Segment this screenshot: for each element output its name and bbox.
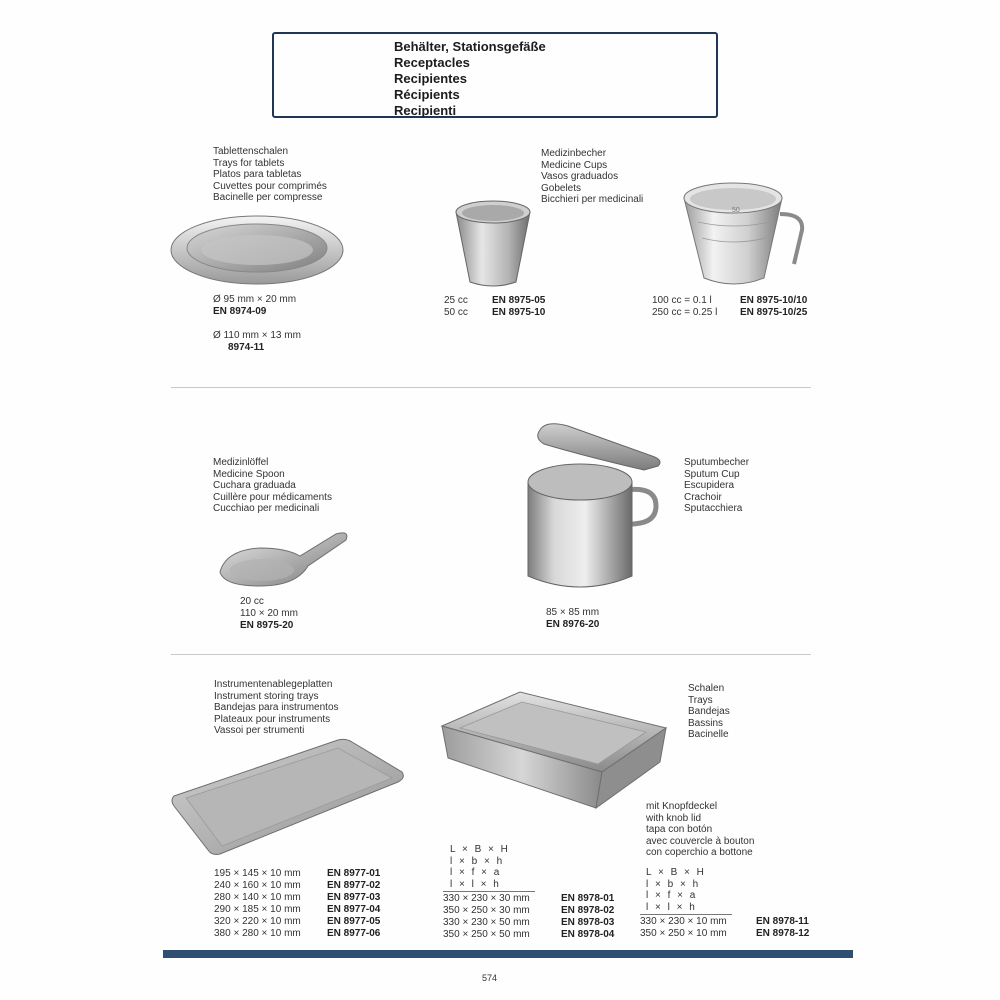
label-it: con coperchio a bottone [646, 847, 753, 859]
code-cell: EN 8978-02 [561, 905, 615, 916]
label-de: Sputumbecher [684, 457, 750, 468]
graduated-cup-size-100: 100 cc = 0.1 l [652, 295, 712, 306]
table-row [443, 905, 614, 917]
medicine-cup-image [452, 198, 534, 290]
catalog-header-box [272, 32, 718, 118]
medicine-spoon-labels [213, 457, 332, 515]
trays-header-rule [443, 891, 535, 892]
size-cell: 330 × 230 × 50 mm [443, 917, 530, 928]
instrument-tray-image [170, 736, 408, 858]
table-row [443, 929, 614, 941]
code-cell: EN 8978-04 [561, 929, 615, 940]
graduated-cup-size-250: 250 cc = 0.25 l [652, 307, 718, 318]
header-title-de: Behälter, Stationsgefäße [394, 39, 546, 54]
lidded-trays-labels [646, 801, 754, 859]
size-cell: 380 × 280 × 10 mm [214, 928, 301, 939]
header-title-it: Recipienti [394, 103, 457, 118]
cup-size-25: 25 cc [444, 295, 468, 306]
trays-dim-header [450, 844, 510, 890]
code-cell: EN 8977-05 [327, 916, 381, 927]
lidded-trays-dim-header [646, 867, 706, 913]
header-title-es: Recipientes [394, 71, 467, 86]
section-divider-1 [171, 387, 811, 388]
sputum-cup-image [524, 420, 666, 598]
label-it: Bicchieri per medicinali [541, 194, 644, 206]
label-es: Bandejas [688, 706, 730, 718]
code-cell: EN 8978-01 [561, 893, 615, 904]
table-row [640, 916, 809, 928]
label-es: Platos para tabletas [213, 169, 302, 181]
table-row [214, 880, 380, 892]
instrument-trays-labels [214, 679, 339, 737]
medicine-spoon-image [216, 526, 352, 592]
label-it: Vassoi per strumenti [214, 725, 305, 737]
graduated-cup-code-250: EN 8975-10/25 [740, 307, 808, 318]
table-row [214, 916, 380, 928]
size-cell: 195 × 145 × 10 mm [214, 868, 301, 879]
dim-de: L × B × H [450, 844, 510, 855]
header-titles [394, 39, 546, 119]
label-fr: Crachoir [684, 491, 722, 503]
label-de: Instrumentenablegeplatten [214, 679, 333, 690]
label-de: Medizinbecher [541, 148, 607, 159]
page-number: 574 [482, 973, 498, 983]
size-cell: 350 × 250 × 30 mm [443, 905, 530, 916]
table-row [443, 917, 614, 929]
label-en: Instrument storing trays [214, 690, 319, 702]
label-en: Medicine Spoon [213, 468, 285, 480]
code-cell: EN 8977-01 [327, 868, 381, 879]
table-row [443, 893, 614, 905]
deep-tray-image [438, 688, 670, 812]
dim-fr: l × l × h [646, 901, 697, 913]
label-it: Sputacchiera [684, 503, 743, 515]
dim-en: l × b × h [646, 878, 701, 890]
medicine-cups-labels [541, 148, 643, 206]
size-cell: 320 × 220 × 10 mm [214, 916, 301, 927]
tablet-tray-code-2: 8974-11 [228, 342, 265, 353]
label-de: Medizinlöffel [213, 457, 269, 468]
lidded-trays-table [640, 916, 809, 940]
label-fr: Cuillère pour médicaments [213, 491, 332, 503]
size-cell: 330 × 230 × 30 mm [443, 893, 530, 904]
label-fr: Cuvettes pour comprimés [213, 180, 327, 192]
label-es: Vasos graduados [541, 171, 619, 183]
graduation-mark: 50 [732, 207, 740, 214]
lidded-trays-header-rule [640, 914, 732, 915]
trays-labels [688, 683, 730, 741]
section-divider-2 [171, 654, 811, 655]
header-title-en: Receptacles [394, 55, 470, 70]
dim-de: L × B × H [646, 867, 706, 878]
spoon-volume: 20 cc [240, 596, 264, 607]
label-en: Sputum Cup [684, 468, 740, 480]
label-es: Cuchara graduada [213, 480, 296, 492]
header-title-fr: Récipients [394, 87, 460, 102]
code-cell: EN 8978-03 [561, 917, 615, 928]
graduated-cup-image [680, 178, 808, 290]
graduated-cup-code-100: EN 8975-10/10 [740, 295, 808, 306]
table-row [640, 928, 809, 940]
cup-code-50: EN 8975-10 [492, 307, 546, 318]
code-cell: EN 8977-04 [327, 904, 381, 915]
tablet-trays-labels [213, 146, 327, 204]
cup-code-25: EN 8975-05 [492, 295, 546, 306]
label-fr: Plateaux pour instruments [214, 713, 331, 725]
label-it: Bacinelle per compresse [213, 192, 323, 204]
label-es: tapa con botón [646, 824, 713, 836]
label-es: Escupidera [684, 480, 735, 492]
tablet-tray-size-2: Ø 110 mm × 13 mm [213, 330, 301, 341]
sputum-cup-code: EN 8976-20 [546, 619, 600, 630]
table-row [214, 904, 380, 916]
code-cell: EN 8977-06 [327, 928, 381, 939]
sputum-cup-labels [684, 457, 749, 515]
table-row [214, 928, 380, 940]
trays-table [443, 893, 614, 941]
dim-fr: l × l × h [450, 878, 501, 890]
tablet-tray-image [168, 212, 346, 290]
label-en: Trays for tablets [213, 157, 285, 169]
code-cell: EN 8978-12 [756, 928, 810, 939]
footer-bar [163, 950, 853, 958]
label-de: Schalen [688, 683, 725, 694]
sputum-cup-size: 85 × 85 mm [546, 607, 600, 618]
table-row [214, 868, 380, 880]
label-it: Bacinelle [688, 729, 729, 741]
tablet-tray-size-1: Ø 95 mm × 20 mm [213, 294, 297, 305]
label-it: Cucchiao per medicinali [213, 503, 320, 515]
instrument-trays-table [214, 868, 380, 940]
label-en: Medicine Cups [541, 159, 608, 171]
table-row [214, 892, 380, 904]
dim-es: l × f × a [646, 890, 698, 901]
size-cell: 350 × 250 × 10 mm [640, 928, 727, 939]
spoon-size: 110 × 20 mm [240, 608, 298, 619]
cup-size-50: 50 cc [444, 307, 468, 318]
dim-es: l × f × a [450, 867, 502, 878]
size-cell: 350 × 250 × 50 mm [443, 929, 530, 940]
size-cell: 240 × 160 × 10 mm [214, 880, 301, 891]
label-de: Tablettenschalen [213, 146, 289, 157]
label-en: Trays [688, 694, 713, 706]
dim-en: l × b × h [450, 855, 505, 867]
label-fr: Gobelets [541, 182, 582, 194]
label-es: Bandejas para instrumentos [214, 702, 339, 714]
spoon-code: EN 8975-20 [240, 620, 294, 631]
code-cell: EN 8977-02 [327, 880, 381, 891]
label-en: with knob lid [646, 812, 702, 824]
label-de: mit Knopfdeckel [646, 801, 718, 812]
size-cell: 290 × 185 × 10 mm [214, 904, 301, 915]
tablet-tray-code-1: EN 8974-09 [213, 306, 267, 317]
label-fr: avec couvercle à bouton [646, 835, 755, 847]
size-cell: 330 × 230 × 10 mm [640, 916, 727, 927]
size-cell: 280 × 140 × 10 mm [214, 892, 301, 903]
code-cell: EN 8978-11 [756, 916, 809, 927]
code-cell: EN 8977-03 [327, 892, 381, 903]
label-fr: Bassins [688, 717, 724, 729]
